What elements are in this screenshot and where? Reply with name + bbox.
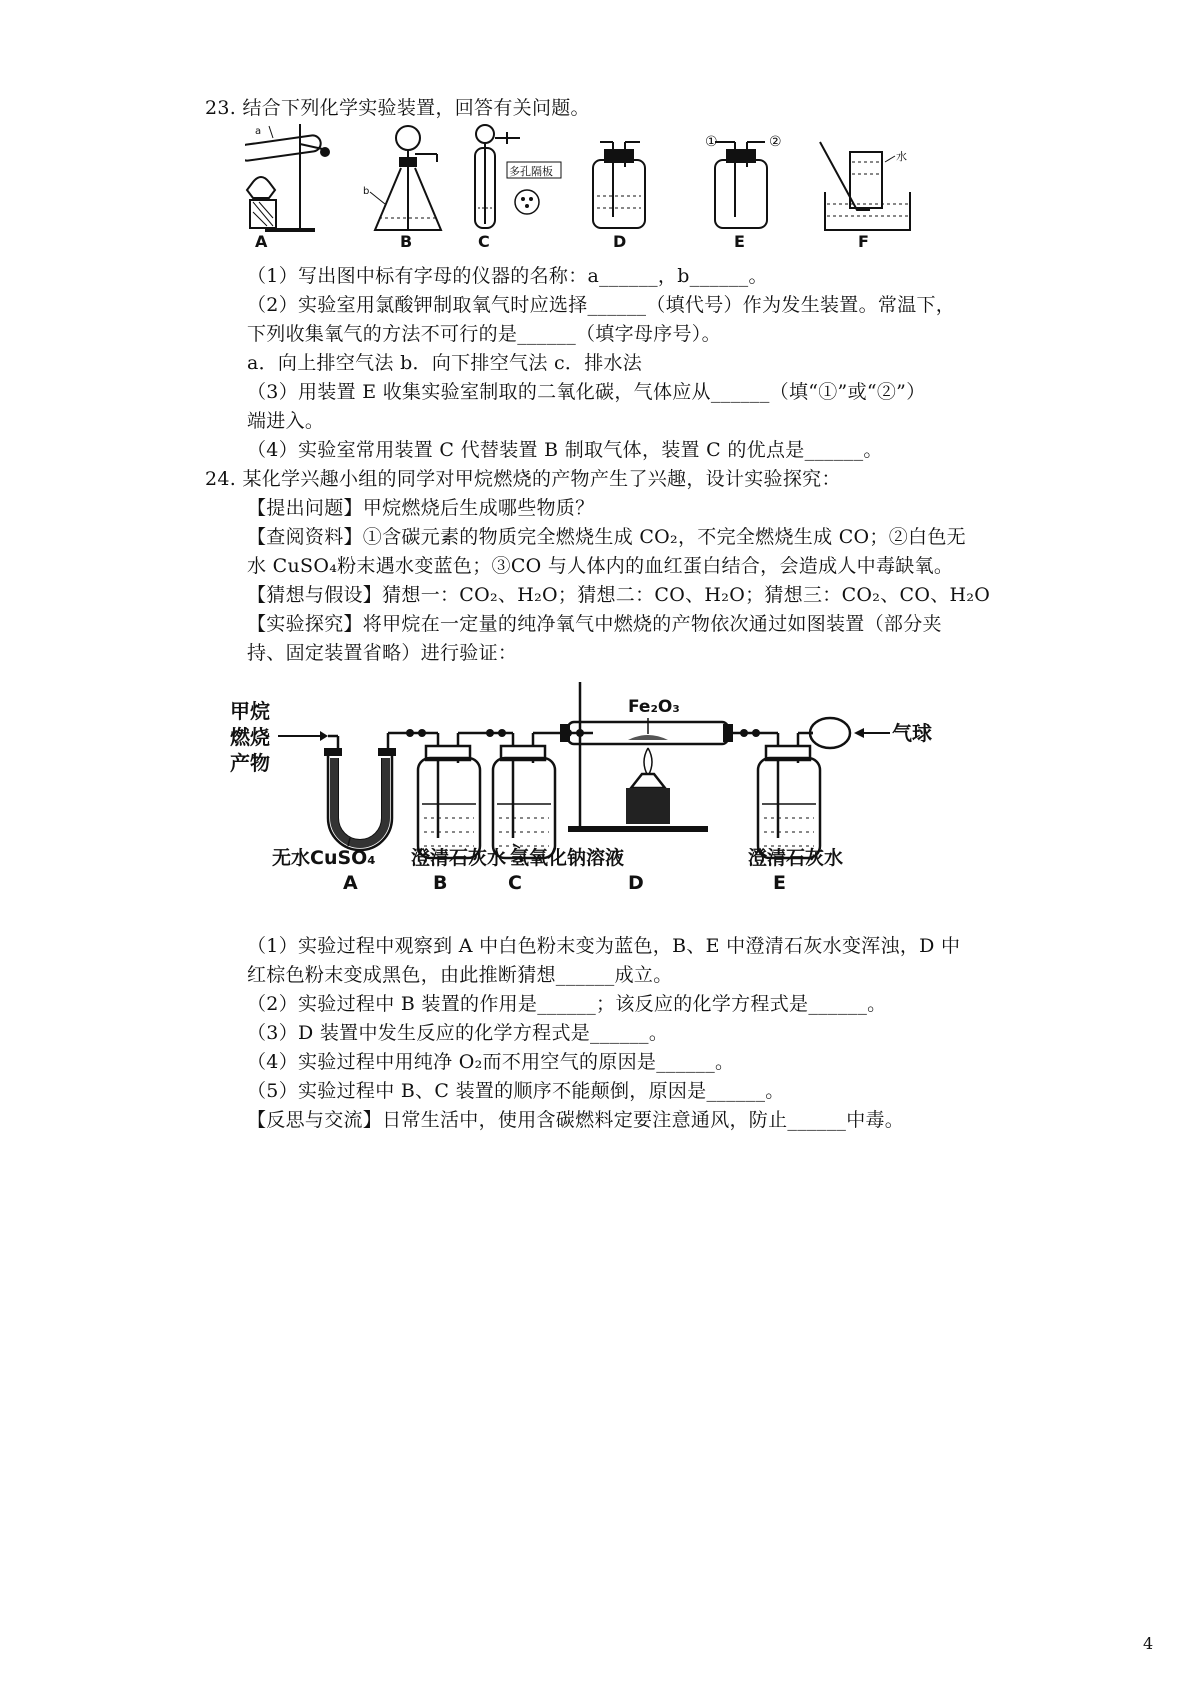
q24-question-2: （2）实验过程中 B 装置的作用是______；该反应的化学方程式是______。 xyxy=(247,993,887,1015)
apparatus-f-trough xyxy=(820,142,910,251)
e-content-label: 澄清石灰水 xyxy=(748,847,844,869)
device-c-bottle xyxy=(493,733,593,858)
label-D: D xyxy=(613,232,627,251)
apparatus-b-flask xyxy=(363,126,441,251)
label-F: F xyxy=(858,232,869,251)
q23-line-3: 下列收集氧气的方法不可行的是______（填字母序号）。 xyxy=(247,323,721,345)
water-label: 水 xyxy=(896,150,907,163)
q24-intro-4: 【猜想与假设】猜想一：CO₂、H₂O；猜想二：CO、H₂O；猜想三：CO₂、CO、H₂O xyxy=(247,584,991,606)
q24-question-3: （3）D 装置中发生反应的化学方程式是______。 xyxy=(247,1022,669,1044)
label-b: b xyxy=(363,186,370,197)
label-D-q24: D xyxy=(628,872,644,893)
apparatus-d-bottle xyxy=(593,142,645,251)
balloon-icon xyxy=(810,718,850,748)
q23-line-6: 端进入。 xyxy=(247,410,325,432)
label-E: E xyxy=(734,232,745,251)
c-content-label: 氢氧化钠溶液 xyxy=(510,847,625,869)
inlet-label-3: 产物 xyxy=(230,751,270,775)
inlet-label-2: 燃烧 xyxy=(230,725,270,749)
q24-reflection: 【反思与交流】日常生活中，使用含碳燃料定要注意通风，防止______中毒。 xyxy=(247,1109,905,1131)
label-C-q24: C xyxy=(508,872,522,893)
label-C: C xyxy=(478,232,490,251)
q23-apparatus-figure xyxy=(245,122,915,252)
device-d-heating xyxy=(560,682,733,832)
q23-line-2: （2）实验室用氯酸钾制取氧气时应选择______（填代号）作为发生装置。常温下， xyxy=(247,294,956,316)
port-1: ① xyxy=(705,134,718,150)
port-2: ② xyxy=(769,134,782,150)
q23-line-7: （4）实验室常用装置 C 代替装置 B 制取气体，装置 C 的优点是______。 xyxy=(247,439,883,461)
label-B: B xyxy=(400,232,413,251)
page-number: 4 xyxy=(1143,1634,1154,1653)
label-A: A xyxy=(255,232,268,251)
q24-question-1a: （1）实验过程中观察到 A 中白色粉末变为蓝色，B、E 中澄清石灰水变浑浊，D 中 xyxy=(247,935,961,957)
q24-intro-6: 持、固定装置省略）进行验证： xyxy=(247,642,518,664)
inlet-label-1: 甲烷 xyxy=(230,699,270,723)
q24-question-4: （4）实验过程中用纯净 O₂而不用空气的原因是______。 xyxy=(247,1051,735,1073)
device-e-bottle xyxy=(733,718,850,858)
device-a-u-tube xyxy=(324,733,438,850)
b-content-label: 澄清石灰水 xyxy=(411,847,507,869)
q24-question-1b: 红棕色粉末变成黑色，由此推断猜想______成立。 xyxy=(247,964,673,986)
balloon-label: 气球 xyxy=(892,721,932,745)
q24-question-5: （5）实验过程中 B、C 装置的顺序不能颠倒，原因是______。 xyxy=(247,1080,785,1102)
label-B-q24: B xyxy=(433,872,448,893)
q23-line-4: a．向上排空气法 b．向下排空气法 c．排水法 xyxy=(247,352,643,374)
apparatus-c-tube xyxy=(475,125,561,251)
q23-title: 23. 结合下列化学实验装置，回答有关问题。 xyxy=(205,97,590,119)
apparatus-e-bottle xyxy=(705,134,782,251)
q24-intro-2: 【查阅资料】①含碳元素的物质完全燃烧生成 CO₂，不完全燃烧生成 CO；②白色无 xyxy=(247,526,966,548)
label-E-q24: E xyxy=(773,872,786,893)
q23-line-5: （3）用装置 E 收集实验室制取的二氧化碳，气体应从______（填“①”或“②”） xyxy=(247,381,926,403)
apparatus-a-heating-tube xyxy=(245,124,329,251)
a-content-label: 无水CuSO₄ xyxy=(272,847,376,869)
q23-line-1: （1）写出图中标有字母的仪器的名称：a______，b______。 xyxy=(247,265,768,287)
device-b-bottle xyxy=(418,733,513,858)
fe2o3-label: Fe₂O₃ xyxy=(628,697,680,717)
porous-plate-label: 多孔隔板 xyxy=(509,165,553,178)
q24-intro-5: 【实验探究】将甲烷在一定量的纯净氧气中燃烧的产物依次通过如图装置（部分夹 xyxy=(247,613,942,635)
q24-title: 24. 某化学兴趣小组的同学对甲烷燃烧的产物产生了兴趣，设计实验探究： xyxy=(205,468,841,490)
q24-intro-1: 【提出问题】甲烷燃烧后生成哪些物质？ xyxy=(247,497,595,519)
label-A-q24: A xyxy=(343,872,358,893)
label-a: a xyxy=(255,126,262,137)
q24-apparatus-figure xyxy=(228,678,948,893)
q24-intro-3: 水 CuSO₄粉末遇水变蓝色；③CO 与人体内的血红蛋白结合，会造成人中毒缺氧。 xyxy=(247,555,954,577)
